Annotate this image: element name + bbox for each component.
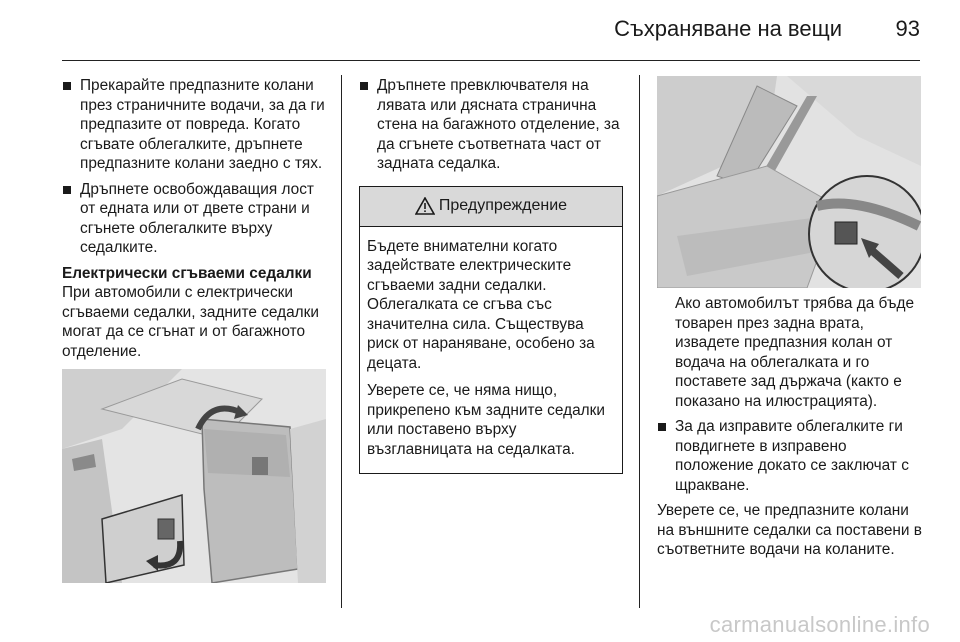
warning-triangle-icon bbox=[415, 197, 435, 215]
bullet-item: Прекарайте предпазните колани през страничните водачи, за да ги предпазите от повреда. Когато сгъвате облегалките, дръпнете предпазните колани заедно с тях. bbox=[62, 76, 327, 174]
column-divider-1 bbox=[341, 75, 342, 608]
illustration-seat-belt-holder bbox=[657, 76, 921, 288]
paragraph: При автомобили с електрически сгъваеми седалки, задните седалки могат да се сгънат и от багажното отделение. bbox=[62, 284, 319, 360]
bullet-item: Дръпнете превключвателя на лявата или дясната странична стена на багажното отделение, за да сгънете съответната част от задната седалка. bbox=[359, 76, 623, 174]
illustration-seat-belt-holder-drawing bbox=[657, 76, 921, 288]
warning-text: Уверете се, че няма нищо, прикрепено към задните седалки или поставено върху възглавницата на седалката. bbox=[367, 382, 605, 458]
warning-body bbox=[360, 227, 622, 474]
figure-caption: Ако автомобилът трябва да бъде товарен през задна врата, извадете предпазния колан от водача на облегалката и го поставете зад държача (както е показано на илюстрацията). bbox=[675, 295, 915, 410]
page-title: Съхраняване на вещи bbox=[614, 16, 842, 41]
column-1 bbox=[62, 76, 327, 583]
warning-text: Бъдете внимателни когато задействате електрическите сгъваеми задни седалки. Облегалката се сгъва със значителна сила. Съществува риск от нараняване, особено за децата. bbox=[367, 237, 595, 372]
page-header bbox=[0, 0, 960, 60]
watermark: carmanualsonline.info bbox=[709, 612, 930, 637]
bullet-item: За да изправите облегалките ги повдигнете в изправено положение докато се заключат с щракване. bbox=[657, 417, 922, 495]
paragraph: Уверете се, че предпазните колани на външните седалки са поставени в съответните водачи на коланите. bbox=[657, 502, 922, 558]
column-2 bbox=[359, 76, 623, 474]
header-rule bbox=[62, 60, 920, 61]
page-number: 93 bbox=[895, 16, 920, 41]
warning-box bbox=[359, 186, 623, 475]
illustration-rear-seat-switch bbox=[62, 369, 326, 583]
illustration-rear-seat-switch-drawing bbox=[62, 369, 326, 583]
subheading: Електрически сгъваеми седалки bbox=[62, 264, 312, 282]
warning-header bbox=[360, 187, 622, 227]
bullet-item: Дръпнете освобождаващия лост от едната или от двете страни и сгънете облегалките върху седалките. bbox=[62, 180, 327, 258]
warning-title: Предупреждение bbox=[438, 197, 568, 215]
column-divider-2 bbox=[639, 75, 640, 608]
column-3 bbox=[657, 76, 922, 566]
